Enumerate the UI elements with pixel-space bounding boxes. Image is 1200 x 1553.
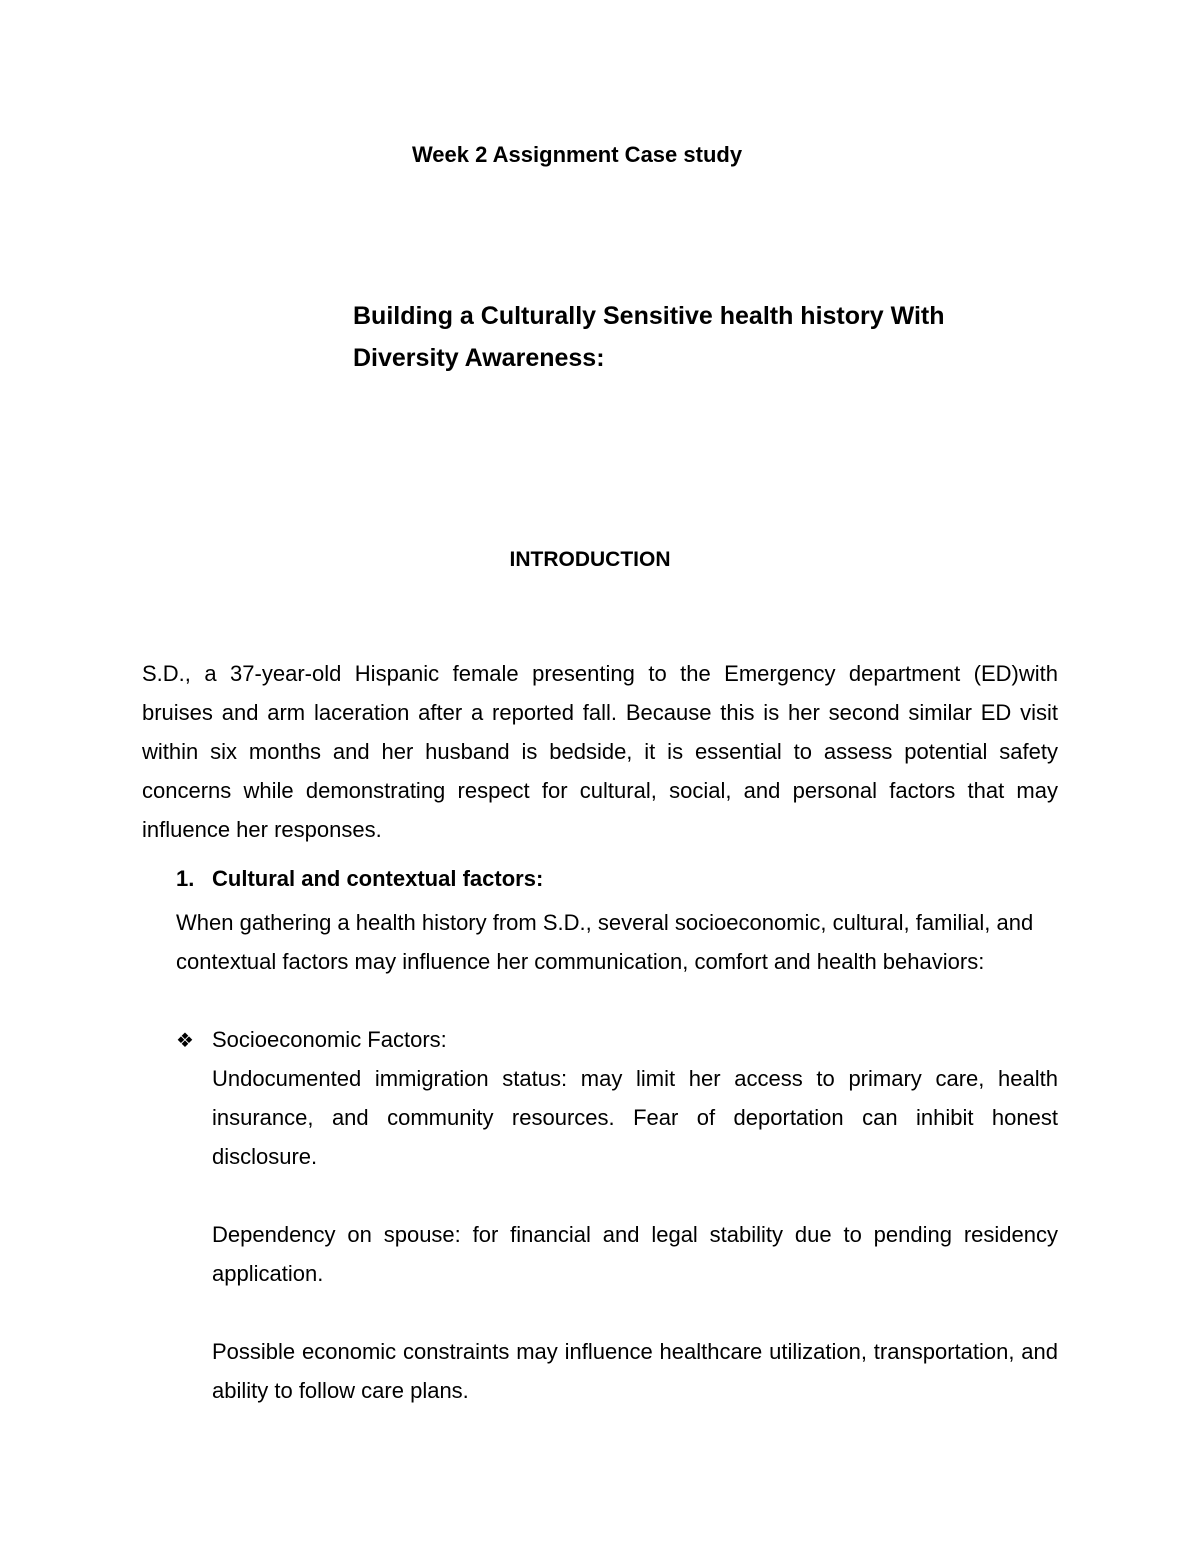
economic-constraints-paragraph: Possible economic constraints may influence healthcare utilization, transportation, and ability to follow care plans. — [212, 1339, 1058, 1403]
main-title — [353, 295, 1073, 379]
main-title-line-2: Diversity Awareness: — [353, 344, 605, 372]
week-title: Week 2 Assignment Case study — [411, 142, 743, 167]
diamond-bullet-icon: ❖ — [176, 1030, 194, 1052]
immigration-status-paragraph: Undocumented immigration status: may limit her access to primary care, health insurance, and community resources. Fear of deportation can inhibit honest disclosure. — [212, 1066, 1058, 1169]
introduction-heading: INTRODUCTION — [509, 548, 671, 571]
introduction-paragraph: S.D., a 37-year-old Hispanic female presenting to the Emergency department (ED)with bruises and arm laceration after a reported fall. Because this is her second similar ED visit within six months and her husband is bedside, it is essential to assess potential safety concerns while demonstrating respect for cultural, social, and personal factors that may influence her responses. — [142, 661, 1058, 842]
section-1-intro: When gathering a health history from S.D., several socioeconomic, cultural, familial, and contextual factors may influence her communication, comfort and health behaviors: — [176, 910, 1034, 974]
spouse-dependency-paragraph: Dependency on spouse: for financial and legal stability due to pending residency application. — [212, 1222, 1058, 1286]
socioeconomic-bullet — [176, 1020, 447, 1061]
bullet-label: Socioeconomic Factors: — [212, 1027, 447, 1052]
section-1-title: Cultural and contextual factors: — [212, 866, 544, 891]
section-1-number: 1. — [176, 866, 195, 891]
main-title-line-1: Building a Culturally Sensitive health history With — [353, 302, 945, 330]
section-1-heading — [176, 866, 543, 892]
